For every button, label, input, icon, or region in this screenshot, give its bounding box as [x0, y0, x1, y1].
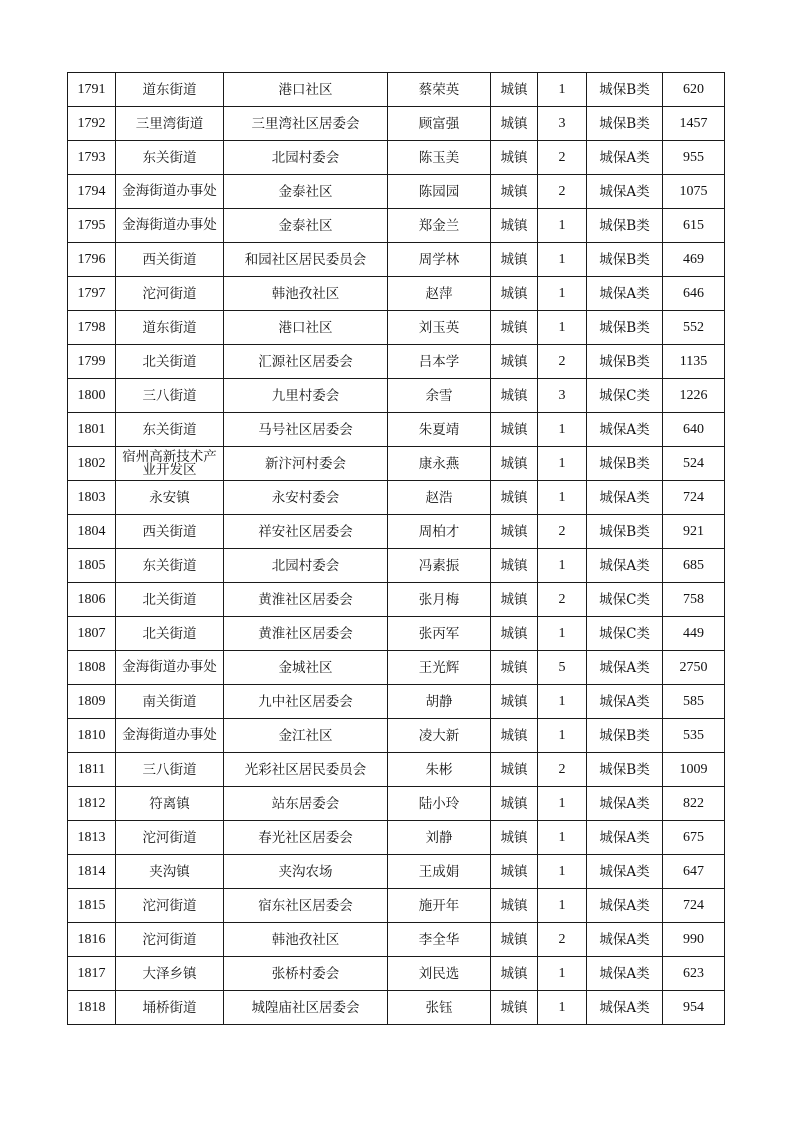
community-cell: 汇源社区居委会	[224, 345, 388, 379]
table-row	[68, 209, 725, 243]
name-cell: 周学林	[388, 243, 491, 277]
street-cell: 三八街道	[116, 753, 224, 787]
table-row	[68, 583, 725, 617]
area-type-cell: 城镇	[491, 73, 538, 107]
household-count-cell: 1	[538, 787, 587, 821]
category-cell: 城保A类	[587, 277, 663, 311]
household-count-cell: 1	[538, 719, 587, 753]
category-cell: 城保A类	[587, 923, 663, 957]
category-cell: 城保B类	[587, 719, 663, 753]
row-id-cell: 1801	[68, 413, 116, 447]
category-cell: 城保B类	[587, 243, 663, 277]
row-id-cell: 1813	[68, 821, 116, 855]
area-type-cell: 城镇	[491, 991, 538, 1025]
street-cell: 大泽乡镇	[116, 957, 224, 991]
household-count-cell: 2	[538, 175, 587, 209]
name-cell: 张钰	[388, 991, 491, 1025]
row-id-cell: 1792	[68, 107, 116, 141]
community-cell: 黄淮社区居委会	[224, 617, 388, 651]
category-cell: 城保A类	[587, 821, 663, 855]
amount-cell: 724	[663, 481, 725, 515]
community-cell: 韩池孜社区	[224, 277, 388, 311]
area-type-cell: 城镇	[491, 821, 538, 855]
row-id-cell: 1799	[68, 345, 116, 379]
area-type-cell: 城镇	[491, 413, 538, 447]
street-cell: 夹沟镇	[116, 855, 224, 889]
row-id-cell: 1798	[68, 311, 116, 345]
name-cell: 刘玉英	[388, 311, 491, 345]
table-row	[68, 957, 725, 991]
amount-cell: 535	[663, 719, 725, 753]
table-row	[68, 855, 725, 889]
community-cell: 夹沟农场	[224, 855, 388, 889]
street-cell: 西关街道	[116, 243, 224, 277]
amount-cell: 615	[663, 209, 725, 243]
community-cell: 九中社区居委会	[224, 685, 388, 719]
community-cell: 三里湾社区居委会	[224, 107, 388, 141]
amount-cell: 921	[663, 515, 725, 549]
amount-cell: 822	[663, 787, 725, 821]
street-cell: 沱河街道	[116, 889, 224, 923]
household-count-cell: 1	[538, 617, 587, 651]
household-count-cell: 1	[538, 481, 587, 515]
table-row	[68, 107, 725, 141]
household-count-cell: 5	[538, 651, 587, 685]
row-id-cell: 1793	[68, 141, 116, 175]
amount-cell: 585	[663, 685, 725, 719]
name-cell: 陈玉美	[388, 141, 491, 175]
name-cell: 陈园园	[388, 175, 491, 209]
row-id-cell: 1791	[68, 73, 116, 107]
household-count-cell: 1	[538, 277, 587, 311]
name-cell: 张月梅	[388, 583, 491, 617]
row-id-cell: 1802	[68, 447, 116, 481]
community-cell: 永安村委会	[224, 481, 388, 515]
row-id-cell: 1807	[68, 617, 116, 651]
row-id-cell: 1810	[68, 719, 116, 753]
row-id-cell: 1815	[68, 889, 116, 923]
household-count-cell: 1	[538, 991, 587, 1025]
community-cell: 马号社区居委会	[224, 413, 388, 447]
name-cell: 余雪	[388, 379, 491, 413]
category-cell: 城保C类	[587, 583, 663, 617]
household-count-cell: 1	[538, 243, 587, 277]
table-row	[68, 651, 725, 685]
table-row	[68, 923, 725, 957]
row-id-cell: 1817	[68, 957, 116, 991]
row-id-cell: 1808	[68, 651, 116, 685]
table-body	[68, 73, 725, 1025]
area-type-cell: 城镇	[491, 447, 538, 481]
household-count-cell: 1	[538, 889, 587, 923]
category-cell: 城保A类	[587, 481, 663, 515]
table-row	[68, 787, 725, 821]
name-cell: 刘静	[388, 821, 491, 855]
household-count-cell: 2	[538, 923, 587, 957]
table-row	[68, 481, 725, 515]
table-row	[68, 889, 725, 923]
row-id-cell: 1809	[68, 685, 116, 719]
area-type-cell: 城镇	[491, 617, 538, 651]
community-cell: 宿东社区居委会	[224, 889, 388, 923]
row-id-cell: 1816	[68, 923, 116, 957]
street-cell: 金海街道办事处	[116, 651, 224, 685]
table-row	[68, 73, 725, 107]
street-cell: 沱河街道	[116, 821, 224, 855]
table-row	[68, 549, 725, 583]
row-id-cell: 1812	[68, 787, 116, 821]
street-cell: 三里湾街道	[116, 107, 224, 141]
household-count-cell: 1	[538, 209, 587, 243]
area-type-cell: 城镇	[491, 379, 538, 413]
amount-cell: 955	[663, 141, 725, 175]
street-cell: 道东街道	[116, 73, 224, 107]
household-count-cell: 1	[538, 413, 587, 447]
household-count-cell: 1	[538, 855, 587, 889]
name-cell: 周柏才	[388, 515, 491, 549]
street-cell: 北关街道	[116, 617, 224, 651]
amount-cell: 640	[663, 413, 725, 447]
amount-cell: 954	[663, 991, 725, 1025]
row-id-cell: 1806	[68, 583, 116, 617]
amount-cell: 524	[663, 447, 725, 481]
row-id-cell: 1797	[68, 277, 116, 311]
area-type-cell: 城镇	[491, 923, 538, 957]
category-cell: 城保B类	[587, 447, 663, 481]
name-cell: 赵萍	[388, 277, 491, 311]
name-cell: 朱彬	[388, 753, 491, 787]
table-row	[68, 753, 725, 787]
household-count-cell: 3	[538, 379, 587, 413]
area-type-cell: 城镇	[491, 957, 538, 991]
amount-cell: 990	[663, 923, 725, 957]
community-cell: 光彩社区居民委员会	[224, 753, 388, 787]
row-id-cell: 1811	[68, 753, 116, 787]
row-id-cell: 1796	[68, 243, 116, 277]
category-cell: 城保A类	[587, 175, 663, 209]
table-row	[68, 175, 725, 209]
name-cell: 顾富强	[388, 107, 491, 141]
name-cell: 陆小玲	[388, 787, 491, 821]
household-count-cell: 2	[538, 753, 587, 787]
community-cell: 和园社区居民委员会	[224, 243, 388, 277]
household-count-cell: 1	[538, 821, 587, 855]
amount-cell: 758	[663, 583, 725, 617]
community-cell: 韩池孜社区	[224, 923, 388, 957]
area-type-cell: 城镇	[491, 515, 538, 549]
category-cell: 城保A类	[587, 549, 663, 583]
table-row	[68, 821, 725, 855]
street-cell: 北关街道	[116, 345, 224, 379]
amount-cell: 685	[663, 549, 725, 583]
name-cell: 郑金兰	[388, 209, 491, 243]
category-cell: 城保A类	[587, 141, 663, 175]
street-cell: 金海街道办事处	[116, 209, 224, 243]
area-type-cell: 城镇	[491, 243, 538, 277]
amount-cell: 1075	[663, 175, 725, 209]
community-cell: 港口社区	[224, 311, 388, 345]
amount-cell: 623	[663, 957, 725, 991]
community-cell: 黄淮社区居委会	[224, 583, 388, 617]
street-cell: 南关街道	[116, 685, 224, 719]
community-cell: 祥安社区居委会	[224, 515, 388, 549]
street-cell: 道东街道	[116, 311, 224, 345]
street-cell: 沱河街道	[116, 277, 224, 311]
amount-cell: 620	[663, 73, 725, 107]
community-cell: 九里村委会	[224, 379, 388, 413]
amount-cell: 552	[663, 311, 725, 345]
name-cell: 朱夏靖	[388, 413, 491, 447]
category-cell: 城保A类	[587, 651, 663, 685]
amount-cell: 2750	[663, 651, 725, 685]
area-type-cell: 城镇	[491, 651, 538, 685]
amount-cell: 646	[663, 277, 725, 311]
community-cell: 金泰社区	[224, 209, 388, 243]
household-count-cell: 2	[538, 515, 587, 549]
table-row	[68, 515, 725, 549]
community-cell: 春光社区居委会	[224, 821, 388, 855]
area-type-cell: 城镇	[491, 277, 538, 311]
name-cell: 胡静	[388, 685, 491, 719]
table-row	[68, 413, 725, 447]
name-cell: 赵浩	[388, 481, 491, 515]
street-cell: 东关街道	[116, 141, 224, 175]
area-type-cell: 城镇	[491, 141, 538, 175]
category-cell: 城保B类	[587, 311, 663, 345]
name-cell: 康永燕	[388, 447, 491, 481]
name-cell: 王光辉	[388, 651, 491, 685]
street-cell: 金海街道办事处	[116, 719, 224, 753]
table-row	[68, 447, 725, 481]
amount-cell: 1457	[663, 107, 725, 141]
street-cell: 北关街道	[116, 583, 224, 617]
row-id-cell: 1804	[68, 515, 116, 549]
amount-cell: 647	[663, 855, 725, 889]
category-cell: 城保A类	[587, 889, 663, 923]
row-id-cell: 1795	[68, 209, 116, 243]
community-cell: 北园村委会	[224, 141, 388, 175]
table-row	[68, 617, 725, 651]
category-cell: 城保A类	[587, 787, 663, 821]
table-row	[68, 277, 725, 311]
amount-cell: 675	[663, 821, 725, 855]
area-type-cell: 城镇	[491, 175, 538, 209]
category-cell: 城保B类	[587, 107, 663, 141]
category-cell: 城保B类	[587, 515, 663, 549]
community-cell: 金城社区	[224, 651, 388, 685]
area-type-cell: 城镇	[491, 107, 538, 141]
row-id-cell: 1800	[68, 379, 116, 413]
amount-cell: 1009	[663, 753, 725, 787]
name-cell: 张丙军	[388, 617, 491, 651]
street-cell: 三八街道	[116, 379, 224, 413]
household-count-cell: 2	[538, 345, 587, 379]
household-count-cell: 1	[538, 957, 587, 991]
name-cell: 刘民选	[388, 957, 491, 991]
area-type-cell: 城镇	[491, 345, 538, 379]
street-cell: 永安镇	[116, 481, 224, 515]
street-cell: 东关街道	[116, 413, 224, 447]
category-cell: 城保B类	[587, 345, 663, 379]
community-cell: 站东居委会	[224, 787, 388, 821]
category-cell: 城保C类	[587, 617, 663, 651]
table-row	[68, 719, 725, 753]
street-cell: 符离镇	[116, 787, 224, 821]
area-type-cell: 城镇	[491, 855, 538, 889]
name-cell: 王成娟	[388, 855, 491, 889]
street-cell: 西关街道	[116, 515, 224, 549]
street-cell: 埇桥街道	[116, 991, 224, 1025]
area-type-cell: 城镇	[491, 719, 538, 753]
community-cell: 城隍庙社区居委会	[224, 991, 388, 1025]
area-type-cell: 城镇	[491, 583, 538, 617]
street-cell: 东关街道	[116, 549, 224, 583]
street-cell: 金海街道办事处	[116, 175, 224, 209]
street-cell: 宿州高新技术产业开发区	[116, 447, 224, 481]
area-type-cell: 城镇	[491, 889, 538, 923]
category-cell: 城保B类	[587, 753, 663, 787]
row-id-cell: 1803	[68, 481, 116, 515]
community-cell: 新汴河村委会	[224, 447, 388, 481]
name-cell: 李全华	[388, 923, 491, 957]
table-row	[68, 685, 725, 719]
name-cell: 冯素振	[388, 549, 491, 583]
area-type-cell: 城镇	[491, 685, 538, 719]
category-cell: 城保A类	[587, 957, 663, 991]
category-cell: 城保A类	[587, 685, 663, 719]
name-cell: 吕本学	[388, 345, 491, 379]
category-cell: 城保B类	[587, 73, 663, 107]
household-count-cell: 1	[538, 311, 587, 345]
amount-cell: 1135	[663, 345, 725, 379]
amount-cell: 724	[663, 889, 725, 923]
community-cell: 港口社区	[224, 73, 388, 107]
household-count-cell: 3	[538, 107, 587, 141]
household-count-cell: 1	[538, 685, 587, 719]
community-cell: 金泰社区	[224, 175, 388, 209]
household-count-cell: 2	[538, 141, 587, 175]
row-id-cell: 1814	[68, 855, 116, 889]
community-cell: 北园村委会	[224, 549, 388, 583]
name-cell: 蔡荣英	[388, 73, 491, 107]
community-cell: 金江社区	[224, 719, 388, 753]
table-row	[68, 379, 725, 413]
category-cell: 城保A类	[587, 413, 663, 447]
area-type-cell: 城镇	[491, 481, 538, 515]
area-type-cell: 城镇	[491, 311, 538, 345]
amount-cell: 449	[663, 617, 725, 651]
name-cell: 施开年	[388, 889, 491, 923]
household-count-cell: 1	[538, 549, 587, 583]
category-cell: 城保A类	[587, 991, 663, 1025]
table-row	[68, 991, 725, 1025]
amount-cell: 469	[663, 243, 725, 277]
assistance-table	[67, 72, 725, 1025]
table-row	[68, 311, 725, 345]
area-type-cell: 城镇	[491, 549, 538, 583]
area-type-cell: 城镇	[491, 787, 538, 821]
household-count-cell: 1	[538, 73, 587, 107]
name-cell: 凌大新	[388, 719, 491, 753]
area-type-cell: 城镇	[491, 209, 538, 243]
row-id-cell: 1805	[68, 549, 116, 583]
row-id-cell: 1794	[68, 175, 116, 209]
amount-cell: 1226	[663, 379, 725, 413]
category-cell: 城保C类	[587, 379, 663, 413]
category-cell: 城保B类	[587, 209, 663, 243]
row-id-cell: 1818	[68, 991, 116, 1025]
category-cell: 城保A类	[587, 855, 663, 889]
household-count-cell: 2	[538, 583, 587, 617]
household-count-cell: 1	[538, 447, 587, 481]
table-row	[68, 345, 725, 379]
street-cell: 沱河街道	[116, 923, 224, 957]
table-row	[68, 243, 725, 277]
community-cell: 张桥村委会	[224, 957, 388, 991]
table-row	[68, 141, 725, 175]
area-type-cell: 城镇	[491, 753, 538, 787]
